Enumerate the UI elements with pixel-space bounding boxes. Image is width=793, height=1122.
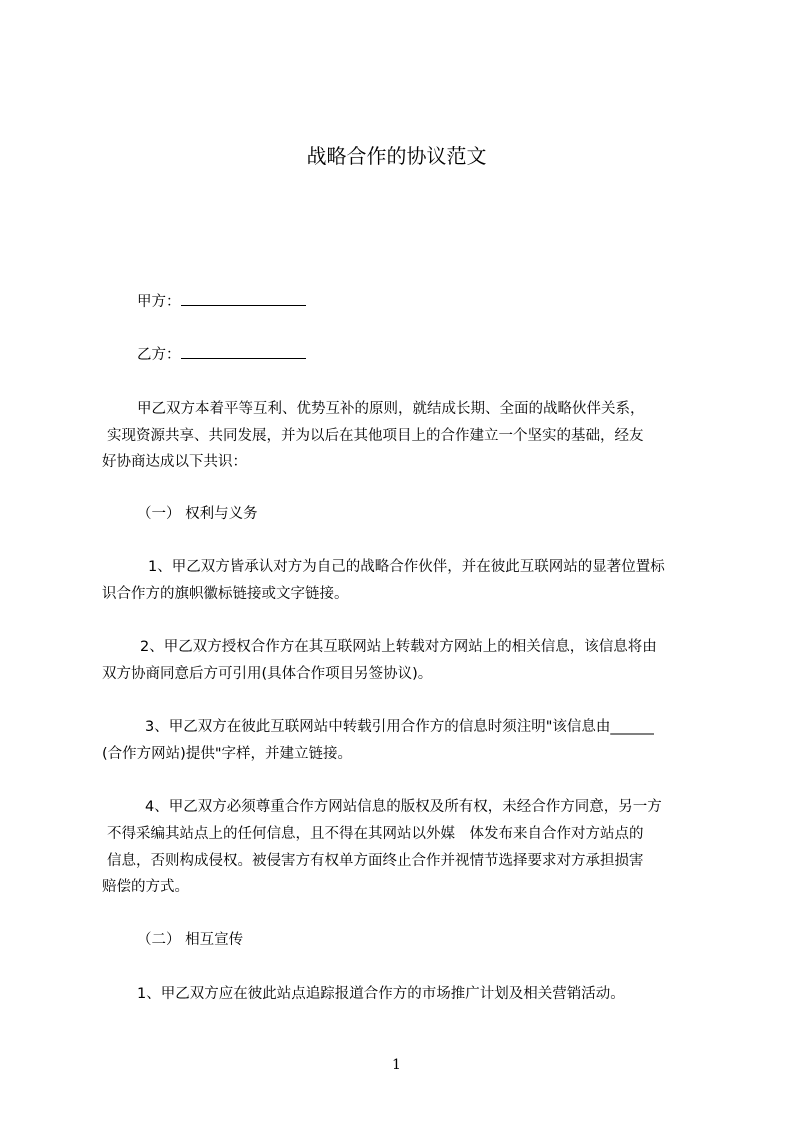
clause-line: 3、甲乙双方在彼此互联网站中转载引用合作方的信息时须注明"该信息由______ [145, 719, 654, 735]
party-a-line [137, 291, 306, 312]
clause-line: (合作方网站)提供"字样，并建立链接。 [102, 746, 352, 762]
clause-line: 双方协商同意后方可引用(具体合作项目另签协议)。 [102, 666, 433, 682]
document-title: 战略合作的协议范文 [306, 144, 487, 168]
clause-line: 1、甲乙双方应在彼此站点追踪报道合作方的市场推广计划及相关营销活动。 [137, 986, 625, 1002]
party-a-label: 甲方： [137, 294, 181, 310]
section-heading-promotion: （二） 相互宣传 [137, 932, 244, 948]
section-heading-rights: （一） 权利与义务 [137, 506, 258, 522]
page-number: 1 [392, 1057, 401, 1073]
clause-line: 4、甲乙双方必须尊重合作方网站信息的版权及所有权，未经合作方同意，另一方 [145, 799, 662, 815]
party-b-label: 乙方： [137, 347, 181, 363]
clause-line: 不得采编其站点上的任何信息，且不得在其网站以外媒 体发布来自合作对方站点的 [107, 826, 644, 842]
clause-line: 1、甲乙双方皆承认对方为自己的战略合作伙伴，并在彼此互联网站的显著位置标 [148, 559, 665, 575]
party-b-line [137, 344, 306, 365]
party-a-blank [181, 291, 306, 306]
clause-line: 识合作方的旗帜徽标链接或文字链接。 [102, 586, 349, 602]
clause-line: 2、甲乙双方授权合作方在其互联网站上转载对方网站上的相关信息，该信息将由 [140, 639, 657, 655]
clause-line: 赔偿的方式。 [102, 879, 189, 895]
intro-line: 实现资源共享、共同发展，并为以后在其他项目上的合作建立一个坚实的基础，经友 [107, 428, 644, 444]
intro-line: 好协商达成以下共识： [102, 454, 247, 470]
clause-line: 信息，否则构成侵权。被侵害方有权单方面终止合作并视情节选择要求对方承担损害 [107, 853, 644, 869]
intro-line: 甲乙双方本着平等互利、优势互补的原则，就结成长期、全面的战略伙伴关系， [137, 401, 645, 417]
party-b-blank [181, 344, 306, 359]
